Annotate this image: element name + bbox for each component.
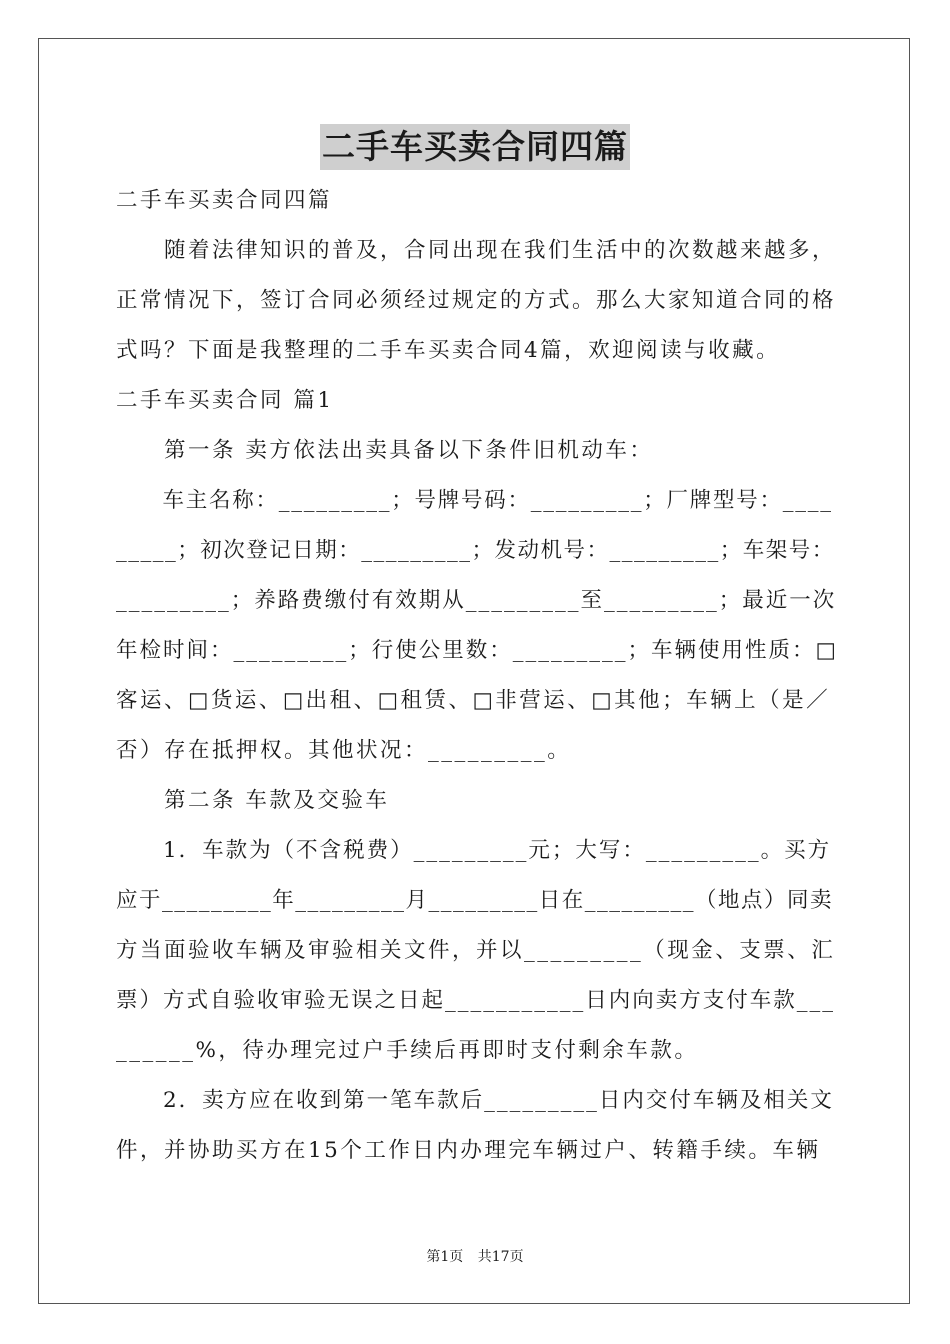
document-title: 二手车买卖合同四篇 [320, 124, 630, 170]
page-total: 共17页 [477, 1249, 524, 1265]
text-line: 否）存在抵押权。其他状况：_________。 [116, 738, 572, 763]
text-line: 式吗？下面是我整理的二手车买卖合同4篇，欢迎阅读与收藏。 [116, 338, 781, 363]
text-line: 2．卖方应在收到第一笔车款后_________日内交付车辆及相关文 [116, 1088, 834, 1113]
page-footer [0, 1246, 950, 1266]
text-line: 第一条 卖方依法出卖具备以下条件旧机动车： [116, 438, 654, 463]
section-heading: 二手车买卖合同 篇1 [116, 388, 334, 413]
text-line: 车主名称：_________；号牌号码：_________；厂牌型号：____ [116, 488, 833, 513]
title-container [0, 124, 950, 170]
page-number: 第1页 [426, 1249, 464, 1265]
subtitle-line: 二手车买卖合同四篇 [116, 188, 333, 213]
text-line: 票）方式自验收审验无误之日起___________日内向卖方支付车款___ [116, 988, 836, 1013]
document-body [116, 176, 840, 1176]
text-line: 方当面验收车辆及审验相关文件，并以_________（现金、支票、汇 [116, 938, 836, 963]
text-line: 件，并协助买方在15个工作日内办理完车辆过户、转籍手续。车辆 [116, 1138, 821, 1163]
text-line: 年检时间：_________；行使公里数：_________；车辆使用性质：□ [116, 638, 838, 663]
text-line: 应于_________年_________月_________日在_________（地点）同卖 [116, 888, 834, 913]
text-line: 1．车款为（不含税费）_________元；大写：_________。买方 [116, 838, 832, 863]
text-line: 随着法律知识的普及，合同出现在我们生活中的次数越来越多， [116, 238, 837, 263]
text-line: _________；养路费缴付有效期从_________至_________；最近一次 [116, 588, 837, 613]
text-line: ______%，待办理完过户手续后再即时支付剩余车款。 [116, 1038, 699, 1063]
text-line: 正常情况下，签订合同必须经过规定的方式。那么大家知道合同的格 [116, 288, 837, 313]
text-line: _____；初次登记日期：_________；发动机号：_________；车架号： [116, 538, 835, 563]
text-line: 第二条 车款及交验车 [116, 788, 390, 813]
text-line: 客运、□货运、□出租、□租赁、□非营运、□其他；车辆上（是／ [116, 688, 831, 713]
